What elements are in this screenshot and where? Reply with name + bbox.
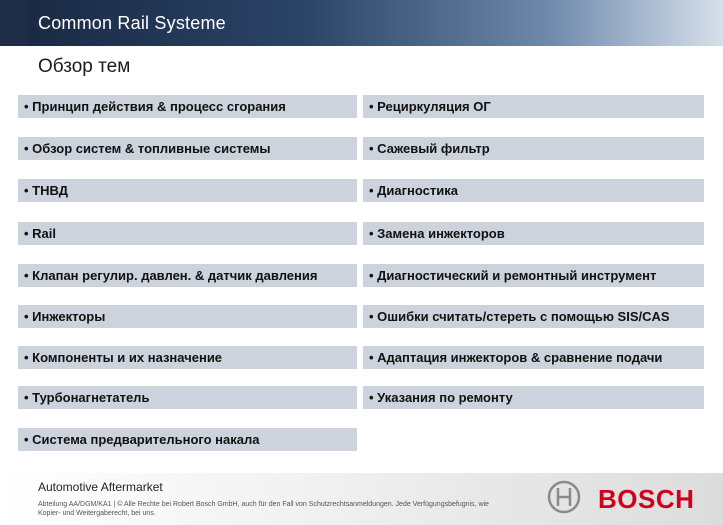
header-left-block bbox=[0, 0, 29, 46]
slide-subtitle: Обзор тем bbox=[38, 56, 131, 77]
footer-brand: Automotive Aftermarket bbox=[38, 480, 163, 494]
footer bbox=[0, 473, 723, 525]
topic-left-8: • Турбонагнетатель bbox=[18, 386, 357, 409]
topic-left-2: • Обзор систем & топливные системы bbox=[18, 137, 357, 160]
topic-left-5: • Клапан регулир. давлен. & датчик давления bbox=[18, 264, 357, 287]
topic-right-3: • Диагностика bbox=[363, 179, 704, 202]
topic-left-9: • Система предварительного накала bbox=[18, 428, 357, 451]
topic-left-1: • Принцип действия & процесс сгорания bbox=[18, 95, 357, 118]
footer-legal: Abteilung AA/DGM/KA1 | © Alle Rechte bei Robert Bosch GmbH, auch für den Fall von Schutzrechtsanmeldungen. Jede Verfügungsbefugnis, wie Kopier- und Weitergaberecht, bei uns. bbox=[38, 501, 489, 517]
topic-right-7: • Адаптация инжекторов & сравнение подачи bbox=[363, 346, 704, 369]
topic-right-8: • Указания по ремонту bbox=[363, 386, 704, 409]
topic-right-2: • Сажевый фильтр bbox=[363, 137, 704, 160]
topic-left-7: • Компоненты и их назначение bbox=[18, 346, 357, 369]
topic-right-1: • Рециркуляция ОГ bbox=[363, 95, 704, 118]
topic-left-3: • ТНВД bbox=[18, 179, 357, 202]
topic-right-5: • Диагностический и ремонтный инструмент bbox=[363, 264, 704, 287]
topic-right-6: • Ошибки считать/стереть с помощью SIS/CAS bbox=[363, 305, 704, 328]
slide-title: Common Rail Systeme bbox=[38, 13, 226, 33]
bosch-logo-text: BOSCH bbox=[598, 484, 695, 514]
bosch-armature-icon bbox=[547, 480, 581, 514]
header-bar bbox=[0, 0, 723, 46]
topic-right-4: • Замена инжекторов bbox=[363, 222, 704, 245]
topic-left-6: • Инжекторы bbox=[18, 305, 357, 328]
topic-left-4: • Rail bbox=[18, 222, 357, 245]
